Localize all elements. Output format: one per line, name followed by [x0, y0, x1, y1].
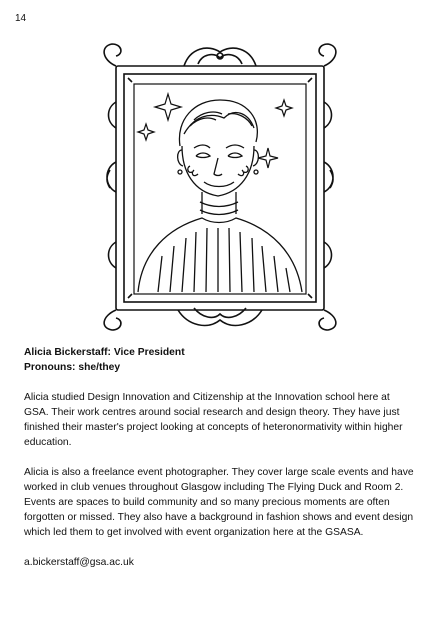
portrait-illustration	[98, 42, 342, 332]
profile-name-title: Alicia Bickerstaff: Vice President	[24, 347, 185, 358]
profile-text	[24, 345, 416, 570]
ornate-frame-portrait	[98, 42, 342, 332]
bio-paragraph-2: Alicia is also a freelance event photographer. They cover large scale events and have worked in club venues throughout Glasgow including The Flying Duck and Room 2. Events are spaces to build community and so many precious moments are often forgotten or missed. They also have a background in fashion shows and event design which led them to get involved with event organization here at the GSASA.	[24, 467, 414, 538]
contact-email: a.bickerstaff@gsa.ac.uk	[24, 557, 134, 568]
bio-paragraph-1: Alicia studied Design Innovation and Citizenship at the Innovation school here at GSA. Their work centres around social research and design theory. They have just finished their master's project looking at concepts of heteronormativity within higher education.	[24, 392, 403, 448]
page-number: 14	[15, 13, 27, 24]
profile-pronouns: Pronouns: she/they	[24, 362, 121, 373]
sparkle-decorations	[138, 94, 292, 168]
portrait-figure	[138, 100, 302, 292]
